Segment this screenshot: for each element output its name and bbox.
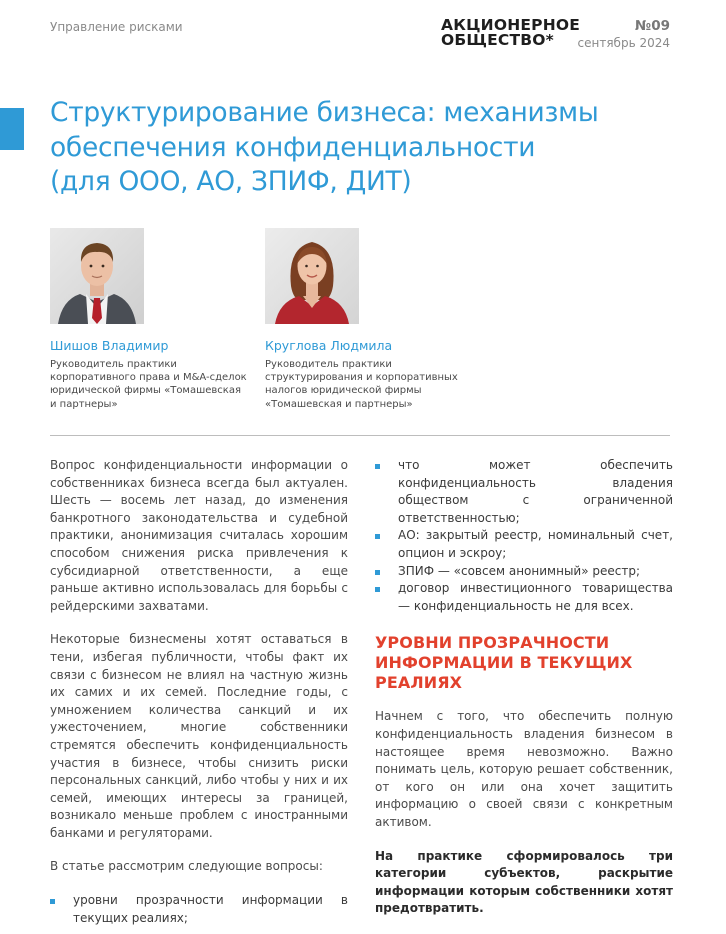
bullet-marker-icon [375, 570, 380, 575]
section-label: Управление рисками [50, 20, 183, 34]
logo-line-2: ОБЩЕСТВО* [441, 31, 554, 49]
list-item-text: уровни прозрачности информации в текущих реалиях; [73, 893, 348, 925]
role-line: и партнеры» [50, 398, 118, 410]
issue-number: №09 [634, 18, 670, 34]
list-item [375, 457, 673, 527]
role-line: корпоративного права и M&A-сделок [50, 372, 247, 384]
logo-line-1: АКЦИОНЕРНОЕ [441, 16, 581, 34]
author-photo [50, 228, 144, 324]
author-portrait-male [50, 228, 144, 324]
author-role [50, 358, 260, 411]
role-line: «Томашевская и партнеры» [265, 398, 413, 410]
heading-line: ИНФОРМАЦИИ В ТЕКУЩИХ [375, 653, 633, 673]
issue-date: сентябрь 2024 [577, 36, 670, 50]
list-item-text: договор инвестиционного товарищества — конфиденциальность не для всех. [398, 581, 673, 613]
list-item [375, 580, 673, 615]
heading-line: УРОВНИ ПРОЗРАЧНОСТИ [375, 633, 610, 653]
accent-bar [0, 108, 24, 150]
author-role [265, 358, 475, 411]
bullet-marker-icon [375, 587, 380, 592]
bullet-list [375, 457, 673, 615]
title-line: Структурирование бизнеса: механизмы [50, 97, 599, 128]
author-card [50, 228, 260, 411]
title-line: обеспечения конфиденциальности [50, 131, 536, 163]
list-item [375, 527, 673, 562]
bullet-marker-icon [375, 534, 380, 539]
role-line: налогов юридической фирмы [265, 385, 422, 397]
bold-paragraph: На практике сформировалось три категории субъектов, раскрытие информации которым собственники хотят предотвратить. [375, 848, 673, 916]
paragraph: Начнем с того, что обеспечить полную конфиденциальность владения бизнесом в настоящее время невозможно. Важно понимать цель, которую решает собственник, от кого он или она хочет защитить информацию о своей связи с конкретным активом. [375, 709, 673, 829]
list-item [50, 892, 348, 927]
issue-info [578, 18, 670, 52]
right-column [375, 457, 673, 934]
paragraph: В статье рассмотрим следующие вопросы: [50, 859, 323, 874]
role-line: юридической фирмы «Томашевская [50, 385, 241, 397]
section-heading [375, 633, 673, 693]
bullet-marker-icon [375, 464, 380, 469]
section-divider [50, 435, 670, 436]
left-column [50, 457, 348, 927]
paragraph: Вопрос конфиденциальности информации о собственниках бизнеса всегда был актуален. Шесть — восемь лет назад, до изменения банкротного законодательства и судебной практики, анонимизация считалась хорошим способом снижения риска привлечения к субсидиарной ответственности, а еще раньше активно использовалась для борьбы с рейдерскими захватами. [50, 458, 348, 613]
heading-line: РЕАЛИЯХ [375, 673, 463, 693]
author-card [265, 228, 475, 411]
author-name: Шишов Владимир [50, 338, 169, 353]
author-photo [265, 228, 359, 324]
article-title [50, 96, 650, 200]
list-item-text: АО: закрытый реестр, номинальный счет, опцион и эскроу; [398, 528, 673, 560]
author-name: Круглова Людмила [265, 338, 393, 353]
list-item-text: что может обеспечить конфиденциальность владения обществом с ограниченной ответственностью; [398, 458, 673, 525]
magazine-logo[interactable] [441, 18, 580, 48]
role-line: структурирования и корпоративных [265, 372, 458, 384]
title-line: (для ООО, АО, ЗПИФ, ДИТ) [50, 166, 412, 197]
role-line: Руководитель практики [265, 359, 392, 370]
list-item-text: ЗПИФ — «совсем анонимный» реестр; [398, 563, 640, 578]
list-item [375, 563, 673, 581]
author-portrait-female [265, 228, 359, 324]
bullet-list [50, 892, 348, 927]
bullet-marker-icon [50, 899, 55, 904]
role-line: Руководитель практики [50, 359, 177, 370]
paragraph: Некоторые бизнесмены хотят оставаться в тени, избегая публичности, чтобы факт их связи с бизнесом не влиял на частную жизнь их самих и их семей. Последние годы, с умножением количества санкций и их ужесточением, многие собственники стремятся обеспечить конфиденциальность участия в бизнесе, чтобы снизить риски персональных санкций, либо чтобы у них и их семей, имеющих интересы за границей, возникало меньше проблем с иностранными банками и регуляторами. [50, 632, 348, 840]
